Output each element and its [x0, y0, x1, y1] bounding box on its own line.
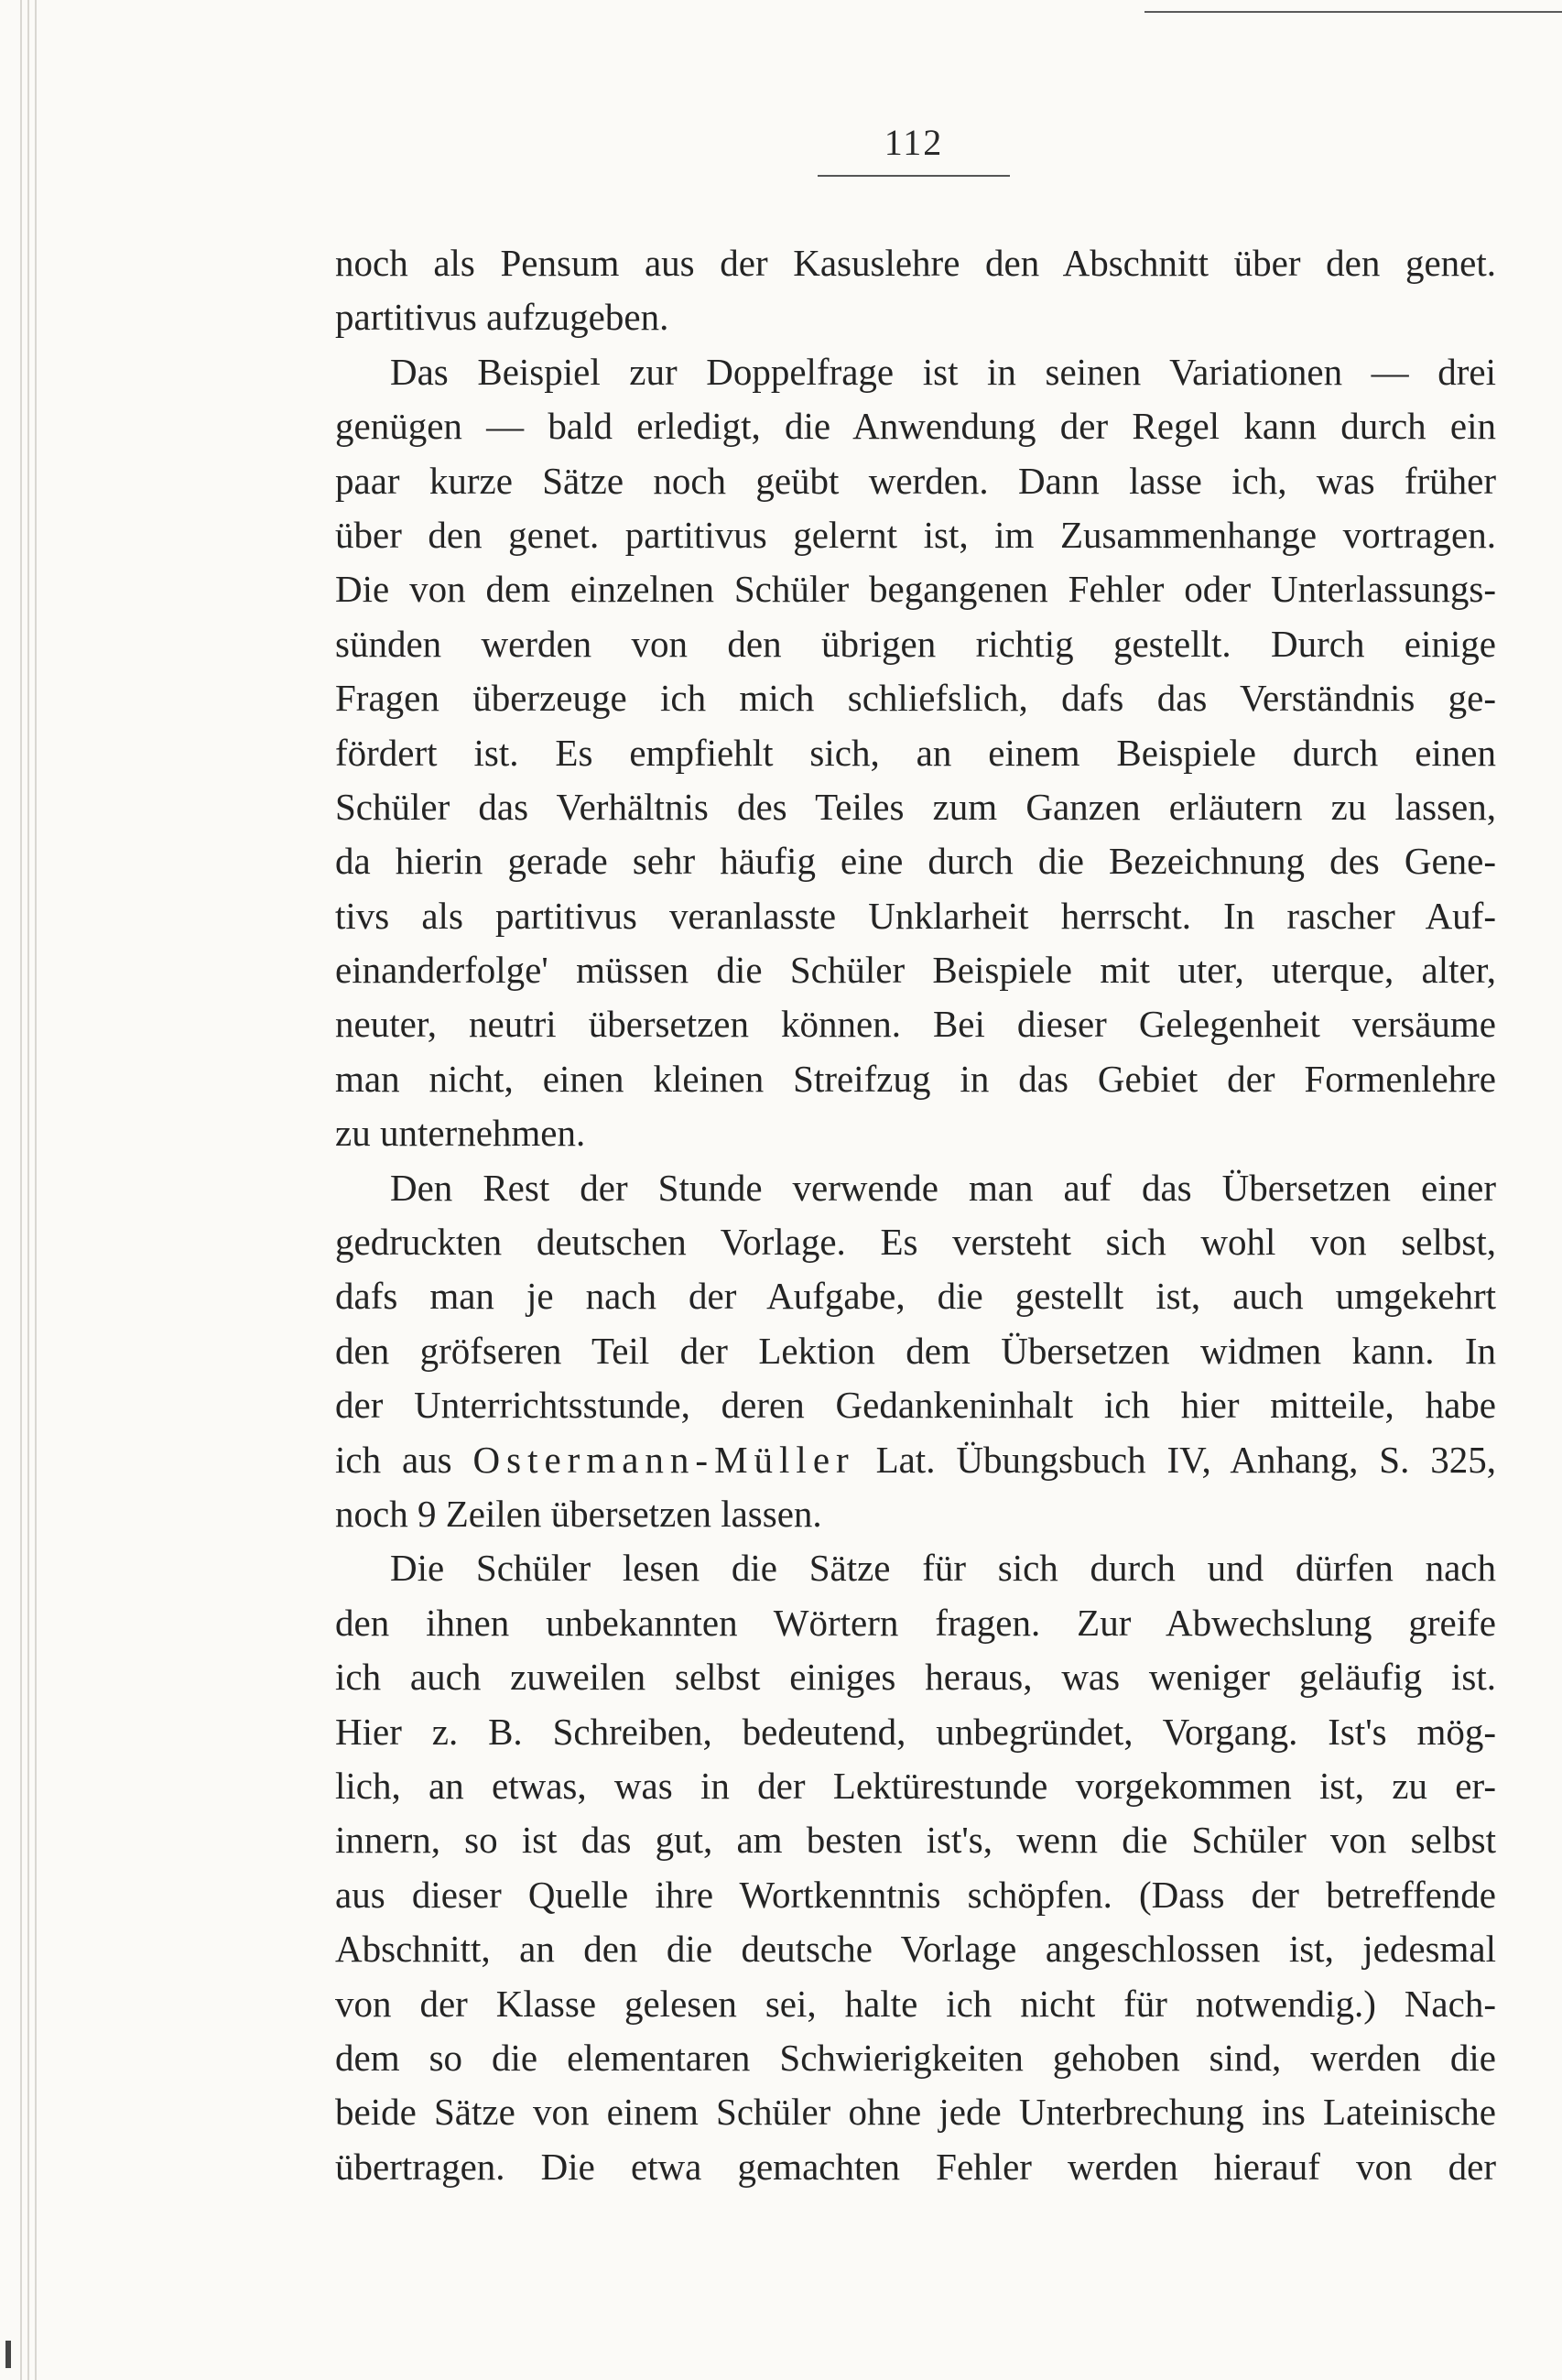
text-line: von der Klasse gelesen sei, halte ich nicht für notwendig.) Nach- [335, 1982, 1496, 2025]
text-line: aus dieser Quelle ihre Wortkenntnis schöpfen. (Dass der betreffende [335, 1873, 1496, 1916]
text-line: Das Beispiel zur Doppelfrage ist in seinen Variationen — drei [390, 350, 1496, 393]
text-line: partitivus aufzugeben. [335, 296, 669, 339]
text-line: ich aus Ostermann-Müller Lat. Übungsbuch IV, Anhang, S. 325, [335, 1438, 1496, 1481]
text-line: paar kurze Sätze noch geübt werden. Dann lasse ich, was früher [335, 459, 1496, 502]
text-line: beide Sätze von einem Schüler ohne jede Unterbrechung ins Lateinische [335, 2091, 1496, 2134]
text-line: sünden werden von den übrigen richtig gestellt. Durch einige [335, 622, 1496, 665]
text-line: den gröfseren Teil der Lektion dem Übersetzen widmen kann. In [335, 1329, 1496, 1372]
text-line: lich, an etwas, was in der Lektürestunde vorgekommen ist, zu er- [335, 1764, 1496, 1807]
text-line: ich auch zuweilen selbst einiges heraus, was weniger geläufig ist. [335, 1656, 1496, 1699]
text-line: fördert ist. Es empfiehlt sich, an einem Beispiele durch einen [335, 731, 1496, 774]
text-line: noch als Pensum aus der Kasuslehre den Abschnitt über den genet. [335, 242, 1496, 284]
text-line: Abschnitt, an den die deutsche Vorlage angeschlossen ist, jedesmal [335, 1928, 1496, 1971]
text-line: Schüler das Verhältnis des Teiles zum Ganzen erläutern zu lassen, [335, 785, 1496, 828]
text-line: einanderfolge' müssen die Schüler Beispiele mit uter, uterque, alter, [335, 949, 1496, 992]
text-line: der Unterrichtsstunde, deren Gedankeninhalt ich hier mitteile, habe [335, 1384, 1496, 1427]
text-line: Hier z. B. Schreiben, bedeutend, unbegründet, Vorgang. Ist's mög- [335, 1710, 1496, 1753]
text-line: neuter, neutri übersetzen können. Bei dieser Gelegenheit versäume [335, 1003, 1496, 1046]
text-line: Den Rest der Stunde verwende man auf das Übersetzen einer [390, 1166, 1496, 1209]
author-name-spaced: Ostermann-Müller [472, 1438, 855, 1481]
text-line: Fragen überzeuge ich mich schliefslich, dafs das Verständnis ge- [335, 677, 1496, 720]
text-line: man nicht, einen kleinen Streifzug in das Gebiet der Formenlehre [335, 1057, 1496, 1100]
page-header [813, 121, 1014, 177]
page-number-rule [818, 175, 1010, 177]
text-line: gedruckten deutschen Vorlage. Es versteht sich wohl von selbst, [335, 1221, 1496, 1264]
scan-edge-line [20, 0, 22, 2380]
body-text [335, 236, 1496, 2194]
text-line: dafs man je nach der Aufgabe, die gestellt ist, auch umgekehrt [335, 1275, 1496, 1318]
text-line: noch 9 Zeilen übersetzen lassen. [335, 1492, 822, 1535]
text-line: über den genet. partitivus gelernt ist, im Zusammenhange vortragen. [335, 513, 1496, 556]
text-line: da hierin gerade sehr häufig eine durch die Bezeichnung des Gene- [335, 840, 1496, 883]
text-line: Die von dem einzelnen Schüler begangenen Fehler oder Unterlassungs- [335, 568, 1496, 611]
text-line: genügen — bald erledigt, die Anwendung der Regel kann durch ein [335, 405, 1496, 448]
text-line: zu unternehmen. [335, 1112, 586, 1155]
scan-top-rule [1144, 11, 1562, 13]
text-line: übertragen. Die etwa gemachten Fehler werden hierauf von der [335, 2145, 1496, 2188]
text-line: Die Schüler lesen die Sätze für sich durch und dürfen nach [390, 1547, 1496, 1590]
scan-edge-line [27, 0, 29, 2380]
text-line: tivs als partitivus veranlasste Unklarheit herrscht. In rascher Auf- [335, 894, 1496, 937]
scan-edge-line [35, 0, 37, 2380]
text-line: innern, so ist das gut, am besten ist's, wenn die Schüler von selbst [335, 1819, 1496, 1862]
text-line: dem so die elementaren Schwierigkeiten gehoben sind, werden die [335, 2036, 1496, 2079]
page-number: 112 [884, 122, 944, 163]
text-line: den ihnen unbekannten Wörtern fragen. Zur Abwechslung greife [335, 1601, 1496, 1644]
scan-mark [5, 2341, 11, 2368]
